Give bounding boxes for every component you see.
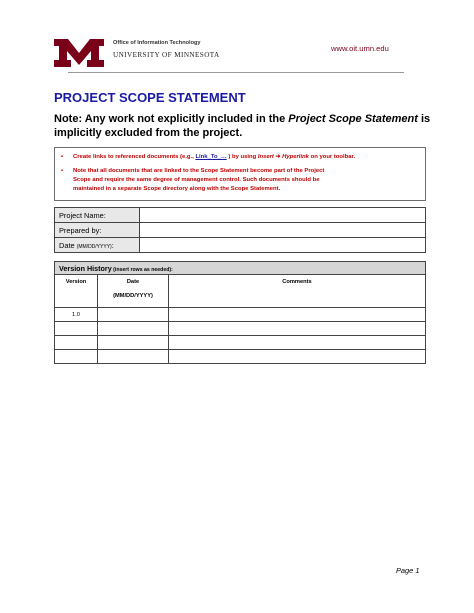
version-cell[interactable]	[55, 336, 98, 350]
note-emphasis: Project Scope Statement	[288, 113, 418, 125]
page-number: Page 1	[396, 566, 420, 575]
instruction-item-links	[61, 153, 355, 162]
version-history-table	[54, 261, 426, 364]
link-to-example[interactable]: Link_To_…	[195, 154, 227, 160]
instr1-insert: Insert	[257, 154, 274, 160]
bullet-icon: •	[61, 168, 64, 174]
comments-cell[interactable]	[169, 336, 426, 350]
version-history-title: Version History	[59, 263, 112, 273]
date-label: Date	[59, 240, 75, 250]
instr2-line3: maintained in a separate Scope directory along with the Scope Statement.	[73, 186, 281, 192]
column-header-date	[98, 275, 169, 308]
date-format: (MM/DD/YYYY)	[76, 243, 112, 250]
date-col-format: (MM/DD/YYYY)	[113, 293, 153, 299]
table-row	[55, 238, 426, 253]
instr2-line1: Note that all documents that are linked to the Scope Statement become part of the Project	[73, 168, 325, 174]
version-cell[interactable]: 1.0	[55, 308, 98, 322]
instr1-after: on your toolbar.	[308, 154, 356, 160]
prepared-by-label: Prepared by:	[55, 223, 140, 238]
project-name-field[interactable]	[140, 208, 426, 223]
note-text-end: is implicitly excluded from the project.	[54, 113, 431, 139]
table-row	[55, 308, 426, 322]
instr2-line2: Scope and require the same degree of management control. Such documents should be	[73, 177, 320, 183]
project-info-table	[54, 207, 426, 253]
version-history-title-cell	[55, 262, 426, 275]
table-row	[55, 208, 426, 223]
table-row	[55, 223, 426, 238]
table-row	[55, 322, 426, 336]
instr1-hyperlink: Hyperlink	[282, 154, 309, 160]
table-row	[55, 336, 426, 350]
university-of-minnesota-m-logo-icon	[52, 38, 106, 68]
header-divider	[68, 72, 404, 73]
arrow-right-icon: ➔	[273, 154, 283, 160]
version-cell[interactable]	[55, 350, 98, 364]
date-col-label: Date	[126, 279, 140, 285]
date-colon: :	[111, 240, 114, 250]
prepared-by-field[interactable]	[140, 223, 426, 238]
version-cell[interactable]	[55, 322, 98, 336]
column-header-comments: Comments	[169, 275, 426, 308]
project-name-label: Project Name:	[55, 208, 140, 223]
note-text-start: Note: Any work not explicitly included in the	[54, 113, 289, 125]
version-history-note: (insert rows as needed):	[111, 266, 173, 273]
bullet-icon: •	[61, 154, 64, 160]
instruction-item-docs	[61, 167, 324, 176]
comments-cell[interactable]	[169, 350, 426, 364]
date-cell[interactable]	[98, 322, 169, 336]
column-header-version: Version	[55, 275, 98, 308]
date-cell[interactable]	[98, 350, 169, 364]
instr1-before: Create links to referenced documents (e.g.,	[73, 154, 196, 160]
column-header-row	[55, 275, 426, 308]
date-cell[interactable]	[98, 308, 169, 322]
version-history-header-row	[55, 262, 426, 275]
comments-cell[interactable]	[169, 308, 426, 322]
table-row	[55, 350, 426, 364]
org-department: Office of Information Technology	[113, 40, 201, 46]
document-title: PROJECT SCOPE STATEMENT	[54, 90, 246, 105]
scope-note	[54, 113, 434, 140]
date-field[interactable]	[140, 238, 426, 253]
date-cell[interactable]	[98, 336, 169, 350]
instr1-middle: ) by using	[226, 154, 258, 160]
site-url-link[interactable]: www.oit.umn.edu	[331, 44, 389, 53]
comments-cell[interactable]	[169, 322, 426, 336]
org-university: UNIVERSITY OF MINNESOTA	[113, 51, 220, 59]
instructions-box	[54, 147, 426, 201]
date-label-cell	[55, 238, 140, 253]
